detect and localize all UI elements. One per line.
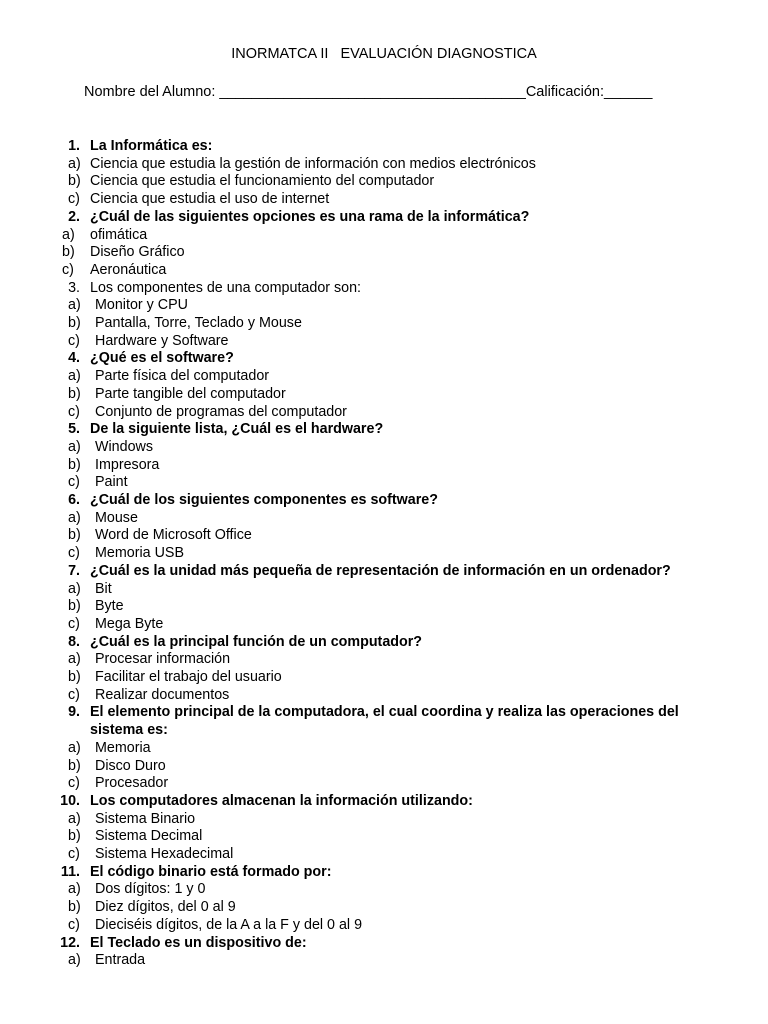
option-text: Byte	[95, 598, 124, 615]
option-text: Ciencia que estudia el funcionamiento del computador	[90, 173, 435, 190]
option-text: Disco Duro	[95, 757, 166, 774]
option-text: Diseño Gráfico	[90, 244, 185, 261]
option-letter: c)	[68, 403, 80, 420]
question-text: ¿Cuál es la unidad más pequeña de representación de información en un ordenador?	[90, 562, 671, 579]
question-text: Los componentes de una computador son:	[90, 279, 362, 296]
question-text: ¿Qué es el software?	[90, 350, 234, 367]
question-number: 1.	[68, 138, 80, 154]
question-number: 10.	[60, 792, 80, 809]
question-number: 7.	[68, 562, 80, 579]
option-letter: a)	[68, 881, 81, 898]
question-number: 12.	[60, 934, 80, 951]
option-text: Conjunto de programas del computador	[95, 403, 347, 420]
question-text: El Teclado es un dispositivo de:	[90, 934, 307, 951]
option-letter: c)	[68, 615, 80, 632]
student-name-and-grade-line: Nombre del Alumno: ______________________________________Calificación:______	[84, 84, 653, 100]
option-text: Diez dígitos, del 0 al 9	[95, 899, 236, 916]
option-letter: a)	[68, 580, 81, 597]
option-letter: c)	[68, 846, 80, 862]
option-text: Mouse	[95, 509, 138, 526]
option-text: Realizar documentos	[95, 686, 230, 703]
option-letter: b)	[68, 669, 81, 685]
option-text: Hardware y Software	[95, 332, 229, 349]
option-letter: c)	[68, 686, 80, 703]
question-number: 5.	[68, 421, 80, 438]
option-letter: c)	[68, 775, 80, 792]
option-text: Sistema Decimal	[95, 828, 203, 845]
option-text: Paint	[95, 474, 128, 491]
option-letter: a)	[68, 438, 81, 455]
question-text-continuation: sistema es:	[90, 722, 168, 739]
question-text: ¿Cuál de las siguientes opciones es una rama de la informática?	[90, 208, 530, 225]
option-text: Dos dígitos: 1 y 0	[95, 881, 206, 898]
question-number: 11.	[60, 863, 80, 880]
option-text: Monitor y CPU	[95, 297, 188, 314]
option-letter: b)	[68, 527, 81, 544]
option-text: Ciencia que estudia el uso de internet	[90, 191, 330, 208]
option-letter: a)	[68, 297, 81, 314]
option-letter: a)	[68, 952, 81, 969]
option-text: Mega Byte	[95, 615, 164, 632]
exam-title: INORMATCA II EVALUACIÓN DIAGNOSTICA	[231, 46, 537, 62]
question-number: 2.	[68, 208, 80, 225]
option-text: Entrada	[95, 952, 146, 969]
option-letter: c)	[68, 332, 80, 349]
option-letter: b)	[68, 173, 81, 190]
option-letter: b)	[68, 456, 81, 473]
option-letter: a)	[62, 226, 75, 243]
option-letter: a)	[68, 651, 81, 668]
option-text: Aeronáutica	[90, 261, 167, 278]
option-letter: b)	[62, 244, 75, 261]
option-letter: b)	[68, 757, 81, 774]
option-letter: b)	[68, 828, 81, 845]
option-letter: b)	[68, 899, 81, 916]
option-letter: a)	[68, 368, 81, 385]
option-letter: c)	[68, 545, 80, 562]
option-letter: b)	[68, 315, 81, 331]
option-letter: b)	[68, 598, 81, 615]
option-letter: c)	[62, 261, 74, 278]
option-text: Bit	[95, 580, 112, 597]
option-text: Dieciséis dígitos, de la A a la F y del 0 al 9	[95, 916, 363, 933]
option-text: Pantalla, Torre, Teclado y Mouse	[95, 315, 302, 331]
question-text: De la siguiente lista, ¿Cuál es el hardware?	[90, 421, 384, 438]
option-text: Procesador	[95, 775, 169, 792]
question-number: 6.	[68, 492, 80, 508]
option-letter: a)	[68, 155, 81, 172]
option-text: Parte tangible del computador	[95, 385, 286, 402]
option-text: Windows	[95, 438, 153, 455]
option-text: Procesar información	[95, 651, 231, 668]
option-letter: c)	[68, 916, 80, 933]
question-text: Los computadores almacenan la información utilizando:	[90, 792, 473, 809]
question-text: El código binario está formado por:	[90, 863, 332, 880]
question-number: 4.	[68, 350, 80, 367]
question-number: 8.	[68, 633, 80, 650]
option-text: Sistema Hexadecimal	[95, 846, 234, 862]
question-number: 3.	[68, 279, 80, 296]
question-text: La Informática es:	[90, 138, 213, 154]
option-text: Sistema Binario	[95, 810, 196, 827]
option-text: Word de Microsoft Office	[95, 527, 252, 544]
question-text: ¿Cuál de los siguientes componentes es software?	[90, 492, 438, 508]
option-letter: c)	[68, 474, 80, 491]
option-letter: c)	[68, 191, 80, 208]
option-letter: a)	[68, 509, 81, 526]
option-text: Memoria	[95, 739, 151, 756]
option-text: Impresora	[95, 456, 160, 473]
option-letter: a)	[68, 739, 81, 756]
option-text: ofimática	[90, 226, 148, 243]
option-letter: a)	[68, 810, 81, 827]
option-text: Facilitar el trabajo del usuario	[95, 669, 282, 685]
option-letter: b)	[68, 385, 81, 402]
question-text: ¿Cuál es la principal función de un computador?	[90, 633, 423, 650]
question-number: 9.	[68, 704, 80, 721]
option-text: Ciencia que estudia la gestión de información con medios electrónicos	[90, 155, 536, 172]
question-text: El elemento principal de la computadora, el cual coordina y realiza las operaciones del	[90, 704, 679, 721]
option-text: Parte física del computador	[95, 368, 270, 385]
option-text: Memoria USB	[95, 545, 184, 562]
